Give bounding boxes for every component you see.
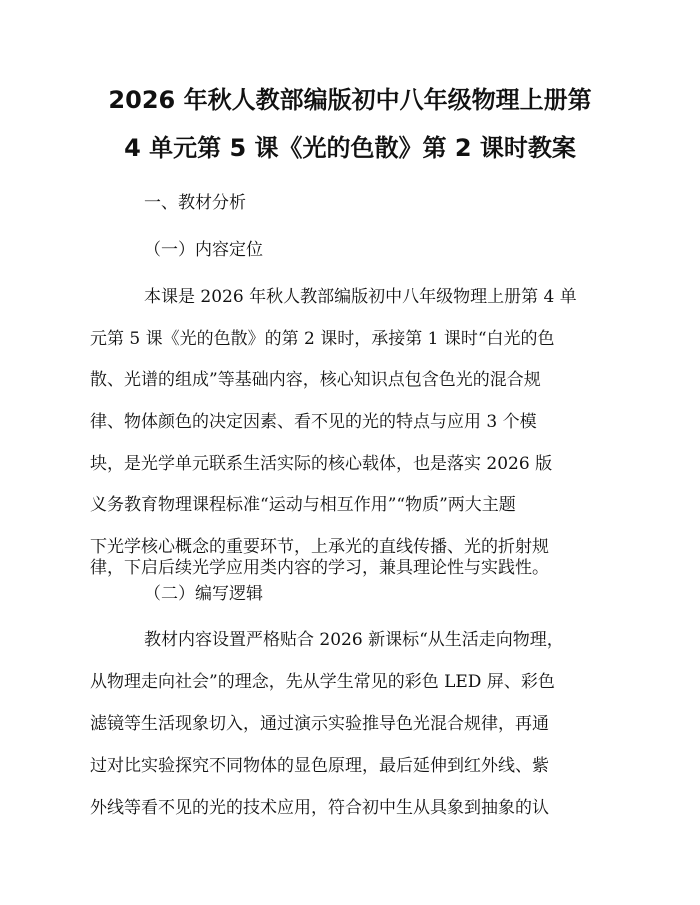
paragraph-text: 外线等看不见的光的技术应用，符合初中生从具象到抽象的认 (90, 798, 549, 818)
section-heading-teaching-material-analysis: 一、教材分析 (144, 193, 246, 213)
paragraph-text: 下光学核心概念的重要环节，上承光的直线传播、光的折射规 (90, 537, 549, 557)
paragraph-writing-logic-line (0, 800, 700, 817)
paragraph-content-positioning-line (0, 331, 700, 348)
subsection-heading-writing-logic: （二）编写逻辑 (144, 584, 263, 604)
paragraph-text: 本课是 2026 年秋人教部编版初中八年级物理上册第 4 单 (144, 287, 577, 307)
paragraph-writing-logic-line (0, 758, 700, 775)
paragraph-content-positioning-line (0, 289, 700, 306)
paragraph-text: 块，是光学单元联系生活实际的核心载体，也是落实 2026 版 (90, 454, 553, 474)
paragraph-content-positioning-line (0, 372, 700, 389)
paragraph-text: 律、物体颜色的决定因素、看不见的光的特点与应用 3 个模 (90, 412, 537, 432)
paragraph-writing-logic-line (0, 674, 700, 691)
paragraph-text: 教材内容设置严格贴合 2026 新课标“从生活走向物理， (144, 630, 564, 650)
paragraph-text: 律，下启后续光学应用类内容的学习，兼具理论性与实践性。 (90, 558, 549, 578)
subsection-heading-content-positioning: （一）内容定位 (144, 240, 263, 260)
paragraph-text: 元第 5 课《光的色散》的第 2 课时，承接第 1 课时“白光的色 (90, 329, 555, 349)
paragraph-writing-logic-line (0, 632, 700, 649)
paragraph-content-positioning-line (0, 539, 700, 556)
document-title-line-1: 2026 年秋人教部编版初中八年级物理上册第 (108, 86, 592, 114)
paragraph-writing-logic-line (0, 716, 700, 733)
paragraph-content-positioning-line (0, 414, 700, 431)
paragraph-content-positioning-line (90, 560, 690, 577)
paragraph-text: 从物理走向社会”的理念，先从学生常见的彩色 LED 屏、彩色 (90, 672, 555, 692)
paragraph-text: 过对比实验探究不同物体的显色原理，最后延伸到红外线、紫 (90, 756, 549, 776)
document-title-line-2: 4 单元第 5 课《光的色散》第 2 课时教案 (124, 134, 576, 162)
paragraph-text: 义务教育物理课程标准“运动与相互作用”“物质”两大主题 (90, 495, 516, 515)
paragraph-content-positioning-line (0, 456, 700, 473)
paragraph-text: 滤镜等生活现象切入，通过演示实验推导色光混合规律，再通 (90, 714, 549, 734)
paragraph-text: 散、光谱的组成”等基础内容，核心知识点包含色光的混合规 (90, 370, 541, 390)
paragraph-content-positioning-line (0, 497, 700, 514)
